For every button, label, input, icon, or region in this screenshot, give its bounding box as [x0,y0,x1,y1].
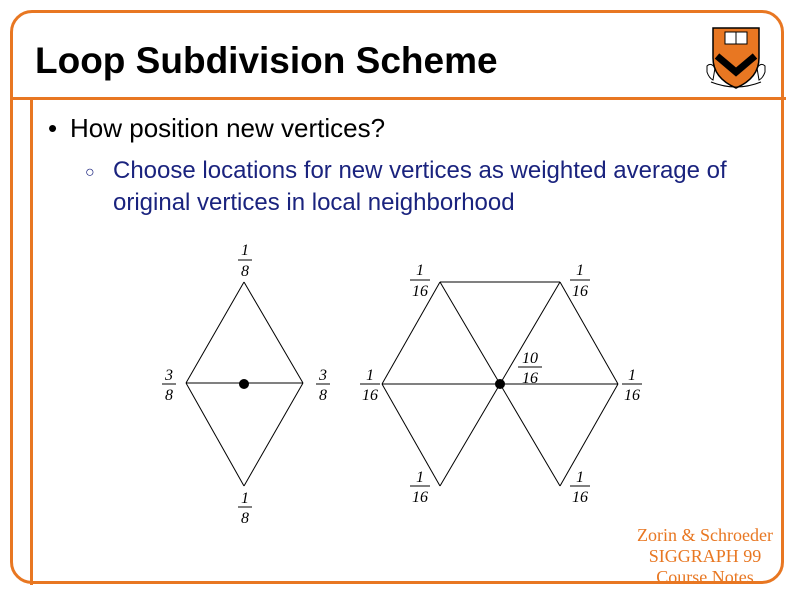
svg-text:1: 1 [576,262,584,279]
slide-title: Loop Subdivision Scheme [35,40,498,81]
svg-text:16: 16 [412,489,428,506]
credit-conference: SIGGRAPH 99 [648,546,762,566]
svg-text:16: 16 [572,489,588,506]
credit-notes: Course Notes [656,567,754,587]
weight-right-left [360,367,380,404]
svg-text:16: 16 [412,283,428,300]
svg-text:1: 1 [576,469,584,486]
svg-text:16: 16 [522,370,538,387]
svg-text:3: 3 [319,367,327,384]
weight-left-right [316,367,330,404]
bullet-text: How position new vertices? [70,113,386,143]
weight-left-bottom [238,490,252,527]
svg-text:16: 16 [572,283,588,300]
bullet-dot-icon: • [48,113,58,143]
svg-text:1: 1 [628,367,636,384]
svg-text:10: 10 [522,350,538,367]
svg-text:1: 1 [241,242,249,259]
svg-text:1: 1 [366,367,374,384]
weight-right-bottom-left [410,469,430,506]
svg-text:1: 1 [416,469,424,486]
svg-text:3: 3 [165,367,173,384]
svg-text:8: 8 [241,263,249,280]
weight-left-left [162,367,176,404]
sub-bullet-circle-icon: ○ [85,164,95,181]
weight-left-top [238,242,252,280]
weight-right-center [518,350,542,387]
weight-right-bottom-right [570,469,590,506]
center-vertex-dot [495,379,505,389]
svg-text:8: 8 [165,387,173,404]
svg-text:8: 8 [241,510,249,527]
credit-authors: Zorin & Schroeder [637,525,773,545]
svg-text:16: 16 [362,387,378,404]
new-vertex-dot [239,379,249,389]
weight-right-top-left [410,262,430,300]
course-credit [620,525,790,588]
weight-right-right [622,367,642,404]
svg-text:1: 1 [416,262,424,279]
sub-bullet-text: Choose locations for new vertices as weighted average of original vertices in local neighborhood [113,157,727,216]
svg-text:8: 8 [319,387,327,404]
svg-text:16: 16 [624,387,640,404]
svg-text:1: 1 [241,490,249,507]
weight-right-top-right [570,262,590,300]
